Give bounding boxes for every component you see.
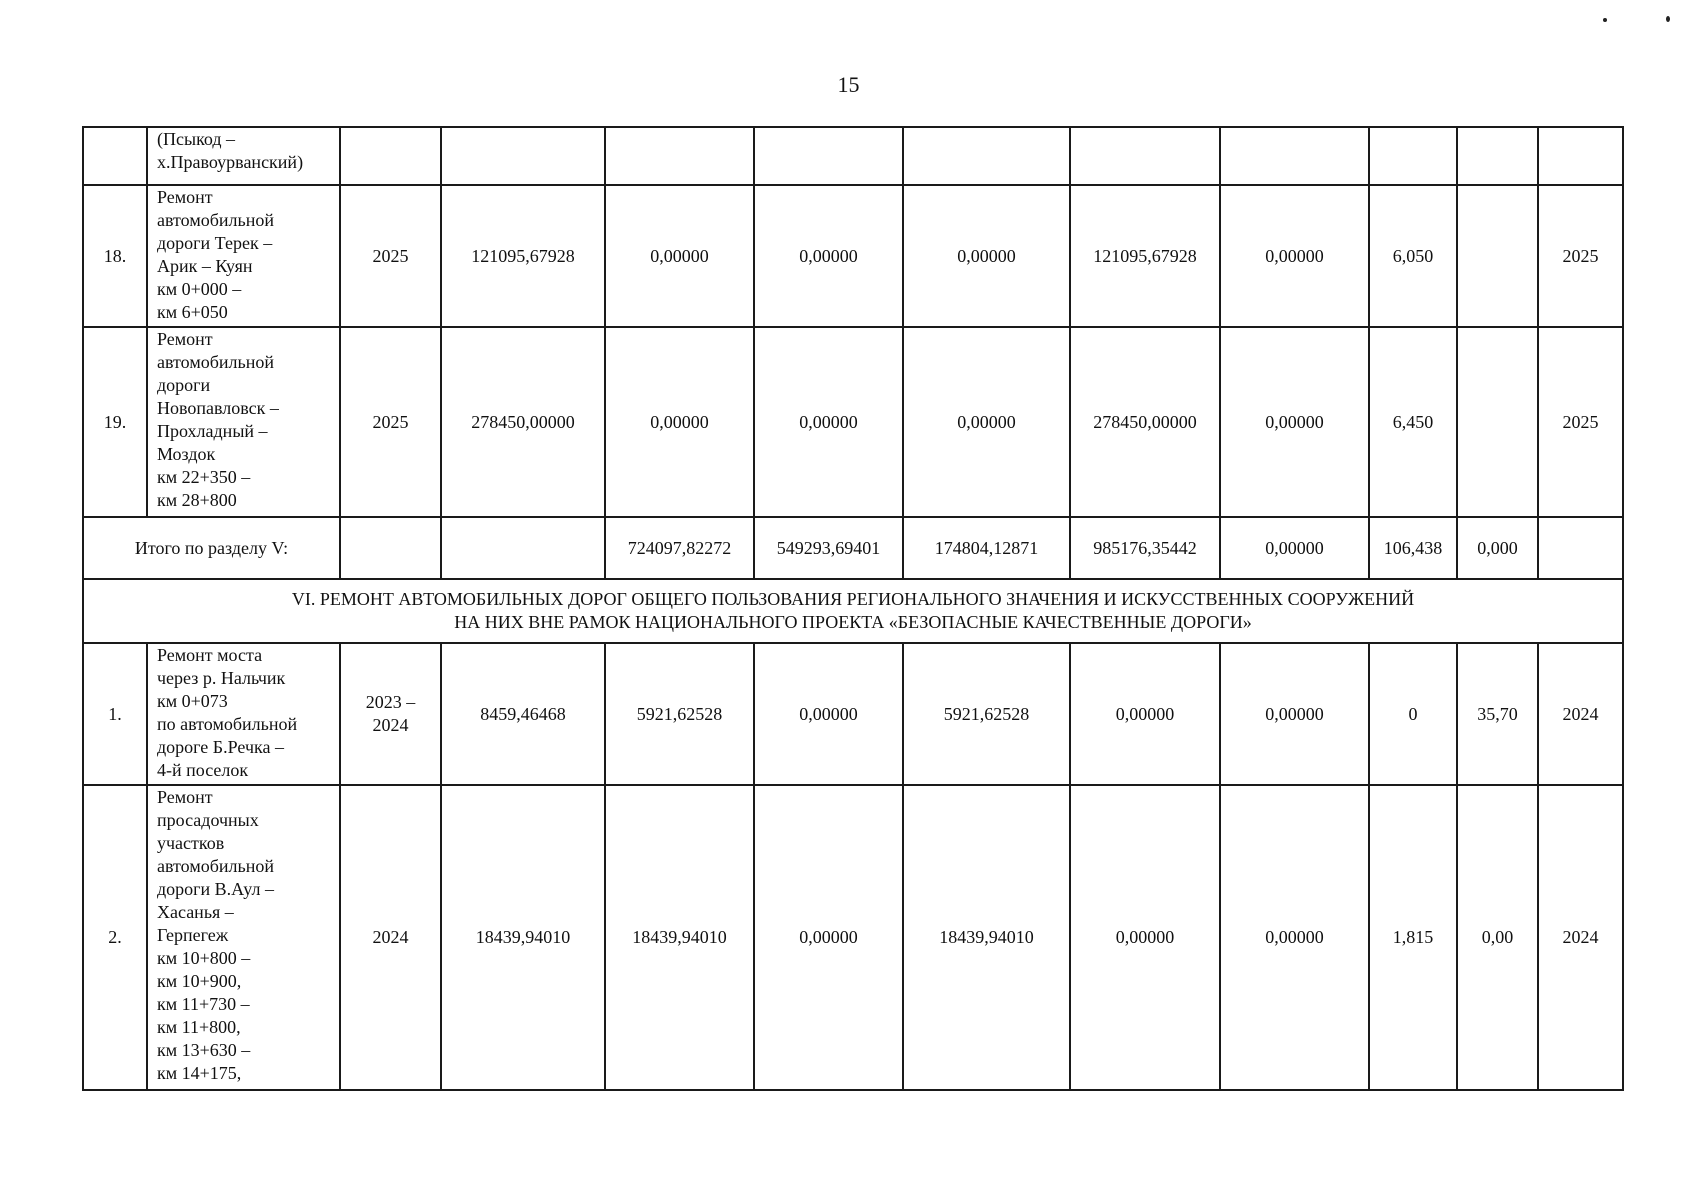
cell-c3: 0,00000 [903, 327, 1070, 517]
table-row [83, 643, 1623, 785]
object-name-line: автомобильной [157, 856, 274, 876]
cell-c4: 278450,00000 [1070, 327, 1220, 517]
cell-cost: 278450,00000 [441, 327, 605, 517]
total-cost [441, 517, 605, 579]
cell-c6: 0 [1369, 643, 1457, 785]
section-title [83, 579, 1623, 643]
object-name-line: км 0+000 – [157, 279, 242, 299]
cell-c5: 0,00000 [1220, 327, 1369, 517]
object-name-line: км 13+630 – [157, 1040, 251, 1060]
cell-c5 [1220, 127, 1369, 185]
row-number [83, 127, 147, 185]
cell-c4: 121095,67928 [1070, 185, 1220, 327]
cell-c1: 0,00000 [605, 327, 754, 517]
cell-c6: 1,815 [1369, 785, 1457, 1090]
object-name-line: Ремонт [157, 787, 213, 807]
table-row [83, 185, 1623, 327]
cell-year [340, 127, 441, 185]
object-name-line: Моздок [157, 444, 216, 464]
object-name-line: участков [157, 833, 225, 853]
page-number: 15 [837, 72, 860, 97]
object-name-line: км 11+730 – [157, 994, 250, 1014]
total-c3: 174804,12871 [903, 517, 1070, 579]
object-name [147, 185, 340, 327]
object-name-line: дороги Терек – [157, 233, 273, 253]
object-name-line: км 10+900, [157, 971, 242, 991]
object-name-line: дороги [157, 375, 211, 395]
object-name-line: Ремонт моста [157, 645, 263, 665]
object-name-line: км 28+800 [157, 490, 237, 510]
cell-cost: 18439,94010 [441, 785, 605, 1090]
object-name [147, 127, 340, 185]
cell-end: 2025 [1538, 185, 1623, 327]
object-name-line: 4-й поселок [157, 760, 249, 780]
object-name-line: Хасанья – [157, 902, 234, 922]
row-number: 19. [83, 327, 147, 517]
cell-end: 2025 [1538, 327, 1623, 517]
cell-c6 [1369, 127, 1457, 185]
cell-c6: 6,450 [1369, 327, 1457, 517]
object-name-line: по автомобильной [157, 714, 298, 734]
cell-end [1538, 127, 1623, 185]
cell-c7: 35,70 [1457, 643, 1538, 785]
scan-speck [1603, 18, 1607, 22]
cell-c2: 0,00000 [754, 327, 903, 517]
object-name [147, 327, 340, 517]
cell-c1: 5921,62528 [605, 643, 754, 785]
total-c2: 549293,69401 [754, 517, 903, 579]
cell-c7: 0,00 [1457, 785, 1538, 1090]
total-c5: 0,00000 [1220, 517, 1369, 579]
cell-year: 2025 [340, 327, 441, 517]
rows-section-v [83, 127, 1623, 517]
cell-c5: 0,00000 [1220, 643, 1369, 785]
cell-c6: 6,050 [1369, 185, 1457, 327]
object-name-line: х.Правоурванский) [157, 152, 304, 172]
object-name-line: автомобильной [157, 352, 274, 372]
cell-c2 [754, 127, 903, 185]
cell-c4: 0,00000 [1070, 785, 1220, 1090]
object-name-line: Ремонт [157, 187, 213, 207]
cell-c7 [1457, 127, 1538, 185]
cell-c7 [1457, 185, 1538, 327]
cell-c5: 0,00000 [1220, 785, 1369, 1090]
cell-c2: 0,00000 [754, 185, 903, 327]
total-label: Итого по разделу V: [83, 517, 340, 579]
object-name-line: км 10+800 – [157, 948, 251, 968]
cell-c4: 0,00000 [1070, 643, 1220, 785]
cell-c2: 0,00000 [754, 785, 903, 1090]
row-number: 1. [83, 643, 147, 785]
total-c4: 985176,35442 [1070, 517, 1220, 579]
scan-speck [1666, 16, 1670, 22]
cell-year: 2025 [340, 185, 441, 327]
object-name-line: дороги В.Аул – [157, 879, 274, 899]
cell-year: 2023 – 2024 [340, 643, 441, 785]
object-name [147, 643, 340, 785]
cell-cost: 121095,67928 [441, 185, 605, 327]
cell-cost: 8459,46468 [441, 643, 605, 785]
total-c6: 106,438 [1369, 517, 1457, 579]
cell-end: 2024 [1538, 643, 1623, 785]
total-row [83, 517, 1623, 579]
object-name-line: км 6+050 [157, 302, 228, 322]
object-name-line: автомобильной [157, 210, 274, 230]
cell-year: 2024 [340, 785, 441, 1090]
object-name-line: км 14+175, [157, 1063, 242, 1083]
table-row [83, 127, 1623, 185]
table-row [83, 785, 1623, 1090]
cell-c4 [1070, 127, 1220, 185]
cell-c7 [1457, 327, 1538, 517]
rows-section-vi [83, 643, 1623, 1090]
object-name-line: Новопавловск – [157, 398, 279, 418]
table-row [83, 327, 1623, 517]
object-name [147, 785, 340, 1090]
row-number: 18. [83, 185, 147, 327]
total-end [1538, 517, 1623, 579]
cell-c1: 18439,94010 [605, 785, 754, 1090]
cell-c3: 18439,94010 [903, 785, 1070, 1090]
cell-c3 [903, 127, 1070, 185]
cell-c1 [605, 127, 754, 185]
road-repair-table [82, 126, 1624, 1091]
object-name-line: км 0+073 [157, 691, 228, 711]
section-title-line: VI. РЕМОНТ АВТОМОБИЛЬНЫХ ДОРОГ ОБЩЕГО ПОЛЬЗОВАНИЯ РЕГИОНАЛЬНОГО ЗНАЧЕНИЯ И ИСКУССТВЕННЫХ СООРУЖЕНИЙ [291, 589, 1415, 609]
object-name-line: дороге Б.Речка – [157, 737, 284, 757]
row-number: 2. [83, 785, 147, 1090]
section-title-row [83, 579, 1623, 643]
cell-end: 2024 [1538, 785, 1623, 1090]
object-name-line: Ремонт [157, 329, 213, 349]
section-title-line: НА НИХ ВНЕ РАМОК НАЦИОНАЛЬНОГО ПРОЕКТА «БЕЗОПАСНЫЕ КАЧЕСТВЕННЫЕ ДОРОГИ» [454, 612, 1252, 632]
object-name-line: Арик – Куян [157, 256, 253, 276]
cell-c5: 0,00000 [1220, 185, 1369, 327]
object-name-line: Герпегеж [157, 925, 229, 945]
object-name-line: км 11+800, [157, 1017, 241, 1037]
cell-cost [441, 127, 605, 185]
cell-c3: 5921,62528 [903, 643, 1070, 785]
total-c1: 724097,82272 [605, 517, 754, 579]
cell-c2: 0,00000 [754, 643, 903, 785]
cell-c1: 0,00000 [605, 185, 754, 327]
object-name-line: (Псыкод – [157, 129, 236, 149]
cell-c3: 0,00000 [903, 185, 1070, 327]
object-name-line: Прохладный – [157, 421, 268, 441]
total-year [340, 517, 441, 579]
object-name-line: км 22+350 – [157, 467, 251, 487]
object-name-line: через р. Нальчик [157, 668, 286, 688]
total-c7: 0,000 [1457, 517, 1538, 579]
object-name-line: просадочных [157, 810, 259, 830]
